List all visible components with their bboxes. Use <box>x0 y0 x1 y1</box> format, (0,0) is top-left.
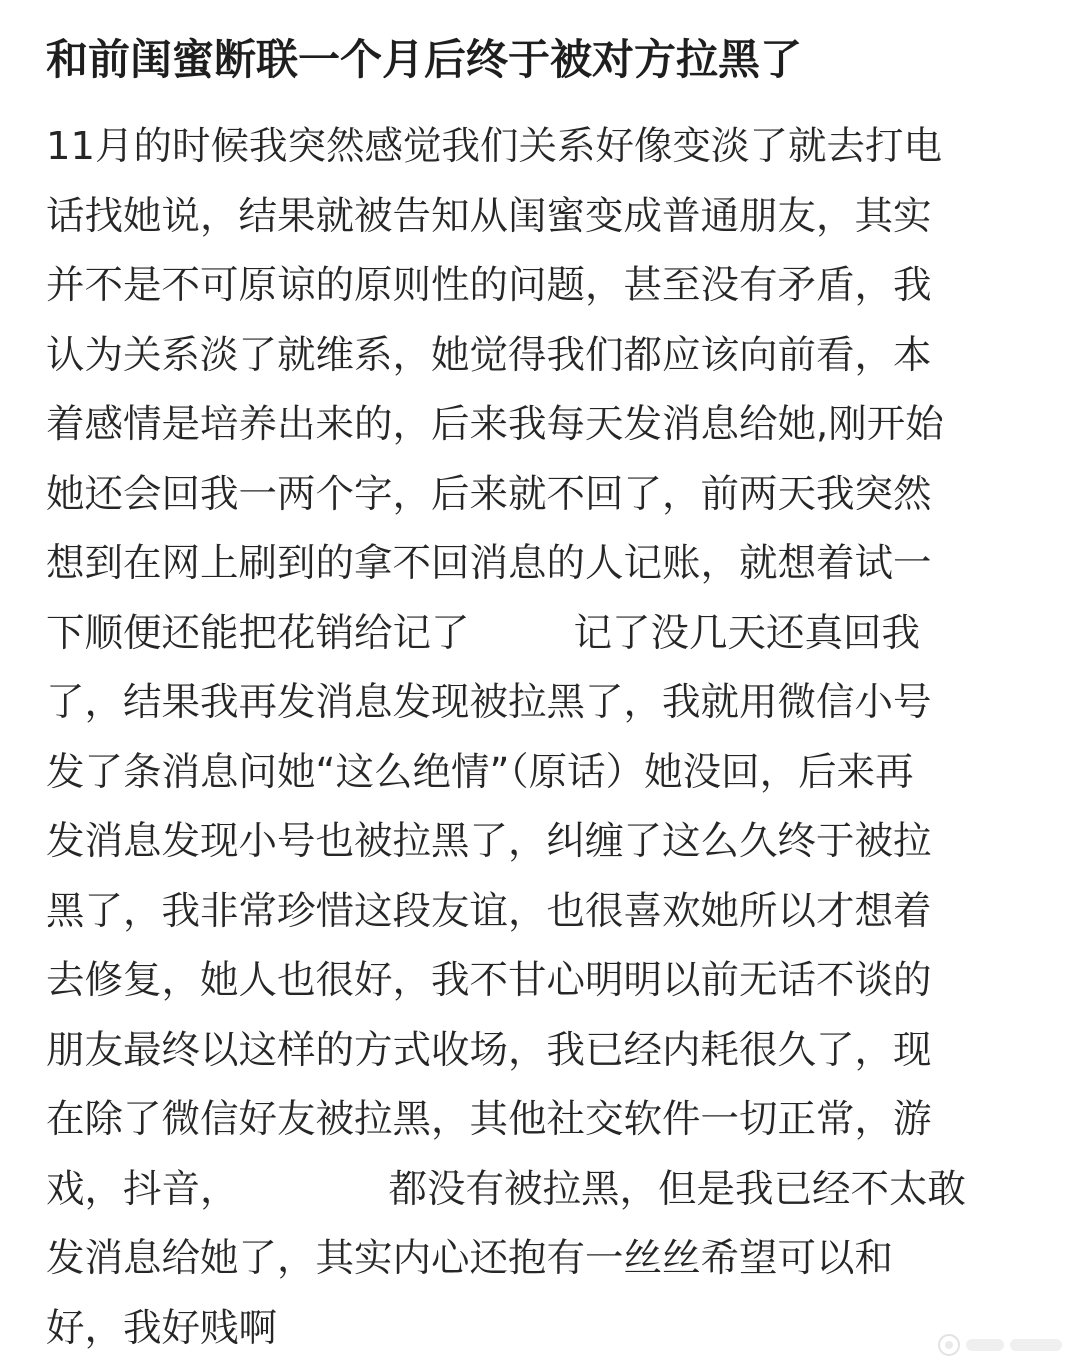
post-line: 朋友最终以这样的方式收场，我已经内耗很久了，现 <box>46 1027 932 1073</box>
post-body <box>46 112 1056 1363</box>
post-line: 去修复，她人也很好，我不甘心明明以前无话不谈的 <box>46 958 932 1003</box>
post-title: 和前闺蜜断联一个月后终于被对方拉黑了 <box>46 35 803 84</box>
post-line: 并不是不可原谅的原则性的问题，甚至没有矛盾，我 <box>46 263 932 308</box>
post-line: 发消息给她了，其实内心还抱有一丝丝希望可以和 <box>46 1236 894 1281</box>
post-line: 她还会回我一两个字，后来就不回了，前两天我突然 <box>46 471 932 517</box>
post-line: 着感情是培养出来的，后来我每天发消息给她,刚开始 <box>46 402 944 447</box>
post-line-part: 戏，抖音， <box>46 1166 239 1212</box>
post-line-split <box>46 1155 1056 1225</box>
post-line: 发了条消息问她“这么绝情”（原话）她没回，后来再 <box>46 749 914 795</box>
post-line-part: 记了没几天还真回我 <box>573 610 921 656</box>
post-line: 了，结果我再发消息发现被拉黑了，我就用微信小号 <box>46 680 932 725</box>
post-line: 认为关系淡了就维系，她觉得我们都应该向前看，本 <box>46 332 932 378</box>
watermark-text-mark <box>966 1339 1004 1351</box>
post-line: 想到在网上刷到的拿不回消息的人记账，就想着试一 <box>46 541 932 586</box>
post-line: 发消息发现小号也被拉黑了，纠缠了这么久终于被拉 <box>46 819 932 864</box>
post-line-part: 都没有被拉黑，但是我已经不太敢 <box>388 1166 967 1212</box>
post-line: 在除了微信好友被拉黑，其他社交软件一切正常，游 <box>46 1097 932 1142</box>
post-line: 黑了，我非常珍惜这段友谊，也很喜欢她所以才想着 <box>46 888 932 934</box>
watermark <box>938 1333 1066 1357</box>
watermark-text-mark <box>1010 1339 1062 1351</box>
watermark-logo-icon <box>938 1334 960 1356</box>
post-line-part: 下顺便还能把花销给记了 <box>46 610 470 656</box>
post-line: 好，我好贱啊 <box>46 1305 278 1351</box>
post-line: 话找她说，结果就被告知从闺蜜变成普通朋友，其实 <box>46 193 932 239</box>
post-line: 11月的时候我突然感觉我们关系好像变淡了就去打电 <box>46 124 942 169</box>
post-line-split <box>46 599 1056 669</box>
